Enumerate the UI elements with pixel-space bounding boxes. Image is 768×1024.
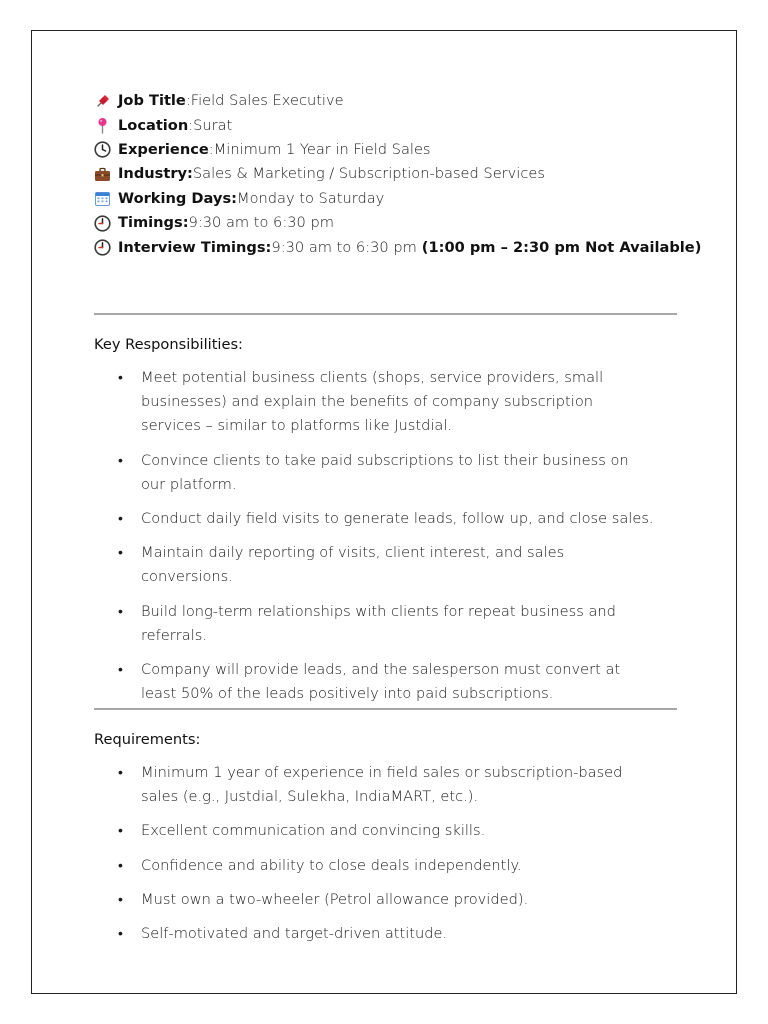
list-item-text: Meet potential business clients (shops, service providers, small businesses) and explain the benefits of company subscription services – similar to platforms like Justdial.: [141, 369, 604, 435]
info-label: Industry:: [118, 165, 193, 183]
bullet-icon: •: [118, 662, 123, 679]
list-item-text: Minimum 1 year of experience in field sales or subscription-based sales (e.g., Justdial, Sulekha, IndiaMART, etc.).: [141, 764, 623, 806]
list-item-text: Confidence and ability to close deals independently.: [141, 856, 522, 874]
info-row-working-days: [94, 187, 694, 211]
info-label: Timings:: [118, 214, 189, 232]
list-item: [94, 658, 654, 706]
info-separator: :: [208, 140, 214, 158]
list-item: [94, 541, 654, 589]
alarm-clock-icon: [94, 215, 111, 232]
bullet-icon: •: [118, 823, 123, 840]
list-item: [94, 819, 654, 843]
list-item-text: Must own a two-wheeler (Petrol allowance provided).: [141, 890, 529, 908]
list-item-text: Conduct daily field visits to generate leads, follow up, and close sales.: [141, 510, 654, 528]
section-divider: [94, 708, 677, 710]
bullet-icon: •: [118, 452, 123, 469]
info-value: Monday to Saturday: [236, 189, 385, 207]
info-value: Surat: [193, 116, 233, 134]
list-item: [94, 507, 654, 531]
bullet-icon: •: [118, 765, 123, 781]
info-value: Sales & Marketing / Subscription-based Services: [192, 165, 545, 183]
list-item-text: Convince clients to take paid subscriptions to list their business on our platform.: [141, 451, 629, 493]
bullet-icon: •: [118, 511, 123, 528]
info-row-location: [94, 113, 694, 137]
info-row-industry: [94, 162, 694, 186]
list-item: [94, 761, 654, 809]
responsibilities-heading: Key Responsibilities:: [94, 336, 243, 353]
info-value: Minimum 1 Year in Field Sales: [213, 140, 431, 158]
info-value: 9:30 am to 6:30 pm: [271, 238, 417, 256]
info-row-timings: [94, 211, 694, 235]
info-label: Experience: [118, 140, 209, 158]
bullet-icon: •: [118, 891, 123, 908]
list-item: [94, 854, 654, 878]
responsibilities-list: [94, 366, 654, 716]
document-page: [31, 30, 737, 994]
info-label: Job Title: [118, 92, 186, 110]
location-pin-icon: [94, 117, 111, 134]
info-value: Field Sales Executive: [190, 92, 344, 110]
list-item-text: Self-motivated and target-driven attitude.: [141, 925, 448, 943]
info-label: Working Days:: [118, 189, 237, 207]
info-row-job-title: [94, 89, 694, 113]
clock-icon: [94, 141, 111, 158]
info-separator: :: [188, 116, 194, 134]
job-info-list: [94, 89, 702, 260]
document-content: [94, 89, 702, 943]
requirements-heading: Requirements:: [94, 731, 201, 748]
bullet-icon: •: [118, 370, 123, 386]
briefcase-icon: [94, 166, 111, 183]
bullet-icon: •: [118, 857, 123, 874]
list-item: [94, 366, 654, 439]
list-item: [94, 600, 654, 648]
list-item-text: Company will provide leads, and the salesperson must convert at least 50% of the leads positively into paid subscriptions.: [141, 661, 621, 703]
interview-unavailable-note: (1:00 pm – 2:30 pm Not Available): [421, 238, 702, 256]
list-item: [94, 449, 654, 497]
info-separator: :: [185, 92, 191, 110]
info-row-interview-timings: [94, 235, 702, 259]
bullet-icon: •: [118, 926, 123, 943]
bullet-icon: •: [118, 603, 123, 620]
list-item-text: Maintain daily reporting of visits, client interest, and sales conversions.: [141, 544, 565, 586]
info-value: 9:30 am to 6:30 pm: [188, 214, 334, 232]
pushpin-icon: [94, 93, 111, 110]
section-divider: [94, 313, 677, 315]
bullet-icon: •: [118, 545, 123, 562]
info-row-experience: [94, 138, 694, 162]
alarm-clock-icon: [94, 239, 111, 256]
list-item-text: Build long-term relationships with clients for repeat business and referrals.: [141, 602, 616, 644]
info-label: Interview Timings:: [118, 238, 272, 256]
list-item: [94, 888, 654, 912]
list-item-text: Excellent communication and convincing skills.: [141, 822, 486, 840]
info-label: Location: [118, 116, 189, 134]
calendar-icon: [94, 190, 111, 207]
list-item: [94, 922, 654, 946]
requirements-list: [94, 761, 654, 956]
